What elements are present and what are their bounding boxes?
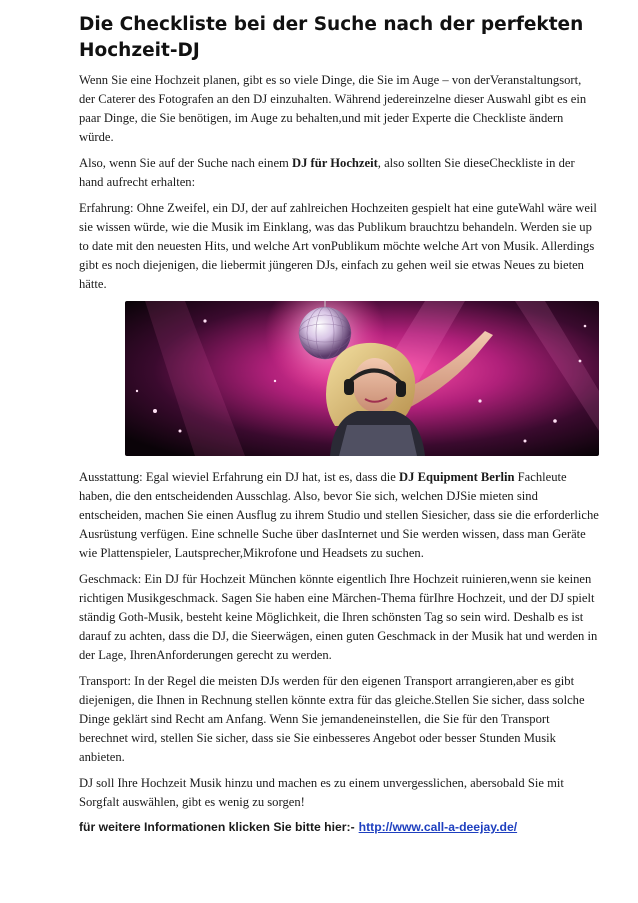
transport-paragraph: Transport: In der Regel die meisten DJs werden für den eigenen Transport arrangieren,aber es gibt diejenigen, die Ihnen in Rechnung stellen könnte extra für das gleiche.Stellen Sie sicher, dass solche Dinge geklärt sind Recht am Anfang. Wenn Sie jemandeneinstellen, die Sie für den Transport berechnet wird, stellen Sie sicher, dass sie Sie einbesseres Angebot oder besser Stunden Musik anbieten. (79, 674, 585, 764)
intro-paragraph: Wenn Sie eine Hochzeit planen, gibt es so viele Dinge, die Sie im Auge – von derVeranstaltungsort, der Caterer des Fotografen an den DJ einzuhalten. Während jedereinzelne dieser Auswahl gibt es ein paar Dinge, die Sie benötigen, im Auge zu behalten,und mit jeder Experte die Checkliste ändern würde. (79, 73, 587, 144)
paragraph-text: , also sollten Sie dieseCheckliste in der hand aufrecht erhalten: (79, 156, 575, 189)
website-link[interactable]: http://www.call-a-deejay.de/ (358, 820, 518, 834)
page-title: Die Checkliste bei der Suche nach der perfekten Hochzeit-DJ (79, 14, 584, 61)
dj-photo (125, 301, 599, 456)
experience-paragraph: Erfahrung: Ohne Zweifel, ein DJ, der auf zahlreichen Hochzeiten gespielt hat eine guteWahl wäre weil sie wissen würde, wie die Musik im Einklang, was das Publikum brauchtzu behandeln. Werden sie up to date mit den neuesten Hits, und welche Art vonPublikum möchte welche Art von Musik. Allerdings gibt es noch diejenigen, die liebermit jüngeren DJs, einfach zu gehen weil sie etwas Neues zu bieten hätte. (79, 201, 597, 291)
keyword-dj-hochzeit: DJ für Hochzeit (291, 156, 378, 170)
footer-line (79, 820, 599, 834)
closing-paragraph: DJ soll Ihre Hochzeit Musik hinzu und machen es zu einem unvergesslichen, abersobald Sie mit Sorgfalt auswählen, gibt es wenig zu sorgen! (79, 776, 564, 809)
paragraph-text: Ausstattung: Egal wieviel Erfahrung ein DJ hat, ist es, dass die (79, 470, 400, 484)
keyword-dj-equipment-berlin: DJ Equipment Berlin (399, 470, 515, 484)
document-page (79, 12, 599, 834)
checklist-intro-paragraph (79, 154, 599, 192)
paragraph-text: Also, wenn Sie auf der Suche nach einem (79, 156, 292, 170)
paragraph-text: Fachleute haben, die den entscheidenden Ausschlag. Also, bevor Sie sich, welchen DJSie mieten sind entscheiden, machen Sie einen Ausflug zu ihrem Studio und stellen Siesicher, dass sie die erforderliche Ausrüstung verfügen. Eine schnelle Suche über dasInternet und Sie werden wissen, dass man Geräte wie Plattenspieler, Lautsprecher,Mikrofone und Headsets zu suchen. (79, 470, 599, 560)
taste-paragraph: Geschmack: Ein DJ für Hochzeit München könnte eigentlich Ihre Hochzeit ruinieren,wenn sie keinen richtigen Musikgeschmack. Sagen Sie haben eine Märchen-Thema fürIhre Hochzeit, und der DJ spielt ständig Goth-Musik, besteht keine Möglichkeit, die Ihren schönsten Tag so sein wird. Deshalb es ist darauf zu achten, dass die DJ, die Sieerwägen, einen guten Geschmack in der Musik hat und werden in der Lage, IhrenAnforderungen gerecht zu werden. (79, 572, 598, 662)
equipment-paragraph (79, 468, 599, 563)
footer-text: für weitere Informationen klicken Sie bitte hier:- (79, 820, 355, 834)
